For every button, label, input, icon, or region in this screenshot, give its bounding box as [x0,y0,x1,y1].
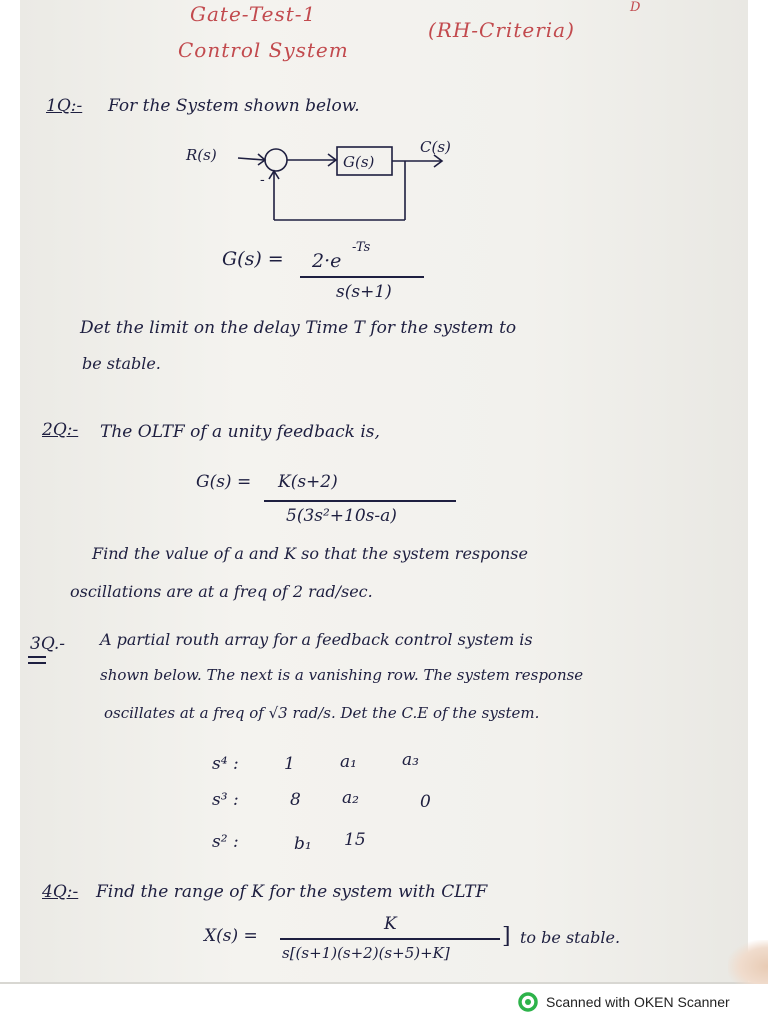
block-label: G(s) [343,153,375,171]
routh-cell: a₂ [342,788,359,808]
title-line2: Control System [178,38,349,62]
input-arrow [238,158,264,160]
q4-tf-label: X(s) = [204,926,258,946]
q1-tf-denominator: s(s+1) [336,282,392,302]
q3-underline-a [28,656,46,658]
paper-edge [0,982,768,984]
output-label: C(s) [420,138,451,156]
q1-tf-numerator: 2·e [312,250,342,272]
q3-underline-b [28,662,46,664]
title-line1: Gate-Test-1 [190,2,317,26]
q2-task-line2: oscillations are at a freq of 2 rad/sec. [70,582,373,601]
routh-cell: a₃ [402,750,419,770]
q3-number: 3Q.- [30,634,66,654]
corner-mark: D [630,0,642,15]
q4-intro: Find the range of K for the system with CLTF [96,882,488,902]
q4-number: 4Q:- [42,882,79,902]
routh-cell: 15 [344,830,366,850]
q3-line2: shown below. The next is a vanishing row. The system response [100,666,584,684]
q3-line1: A partial routh array for a feedback control system is [100,630,533,649]
q2-tf-numerator: K(s+2) [278,472,338,492]
q1-tf-label: G(s) = [222,248,284,270]
q4-tail: to be stable. [520,928,621,947]
routh-row-label: s² : [212,832,239,852]
feedback-block-diagram [180,138,480,233]
q3-line3: oscillates at a freq of √3 rad/s. Det the C.E of the system. [104,704,540,722]
q1-tf-exponent: -Ts [352,240,371,255]
q2-task-line1: Find the value of a and K so that the system response [92,544,528,563]
q2-number: 2Q:- [42,420,79,440]
q1-task-line2: be stable. [82,354,161,373]
input-label: R(s) [186,146,217,164]
q1-number: 1Q:- [46,96,83,116]
q2-intro: The OLTF of a unity feedback is, [100,422,380,442]
routh-cell: b₁ [294,834,312,854]
scanner-watermark [518,990,730,1014]
q2-tf-label: G(s) = [196,472,252,492]
title-note: (RH-Criteria) [428,18,575,42]
routh-cell: 8 [290,790,301,810]
oken-scanner-logo-icon [518,992,538,1012]
q4-tf-denominator: s[(s+1)(s+2)(s+5)+K] [282,944,450,962]
q4-tf-numerator: K [384,914,397,934]
routh-cell: a₁ [340,752,357,772]
routh-row-label: s⁴ : [212,754,239,774]
q4-fraction-bar [280,938,500,940]
q2-fraction-bar [264,500,456,502]
q1-intro: For the System shown below. [108,96,360,116]
routh-cell: 0 [420,792,431,812]
q1-task-line1: Det the limit on the delay Time T for the system to [80,318,517,338]
q2-tf-denominator: 5(3s²+10s-a) [286,506,397,526]
q4-bracket: ] [502,924,511,949]
scanner-text: Scanned with OKEN Scanner [546,994,730,1010]
summing-junction [265,149,287,171]
routh-row-label: s³ : [212,790,239,810]
routh-cell: 1 [284,754,295,774]
q1-fraction-bar [300,276,424,278]
feedback-sign: - [260,172,265,188]
finger-shadow [728,940,768,984]
